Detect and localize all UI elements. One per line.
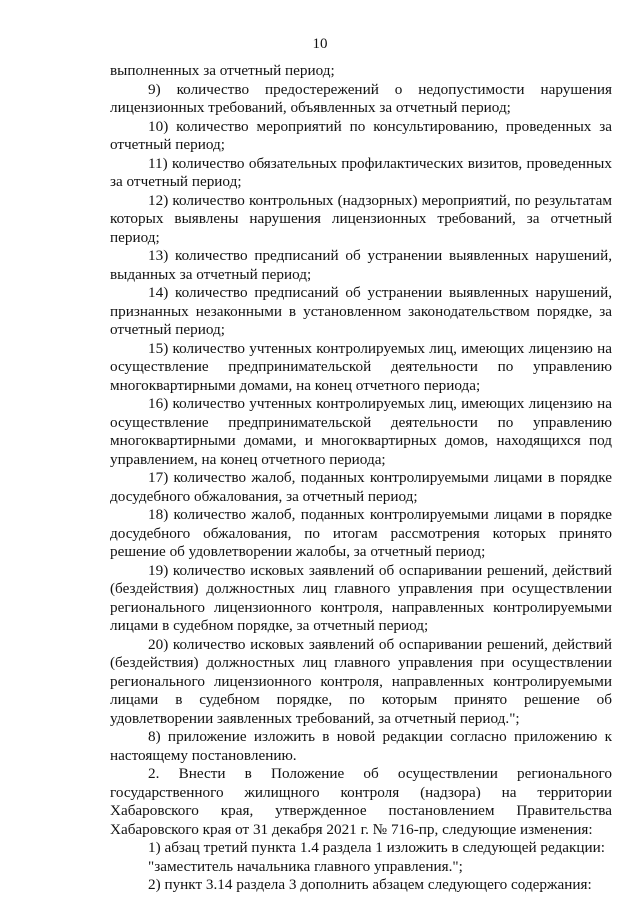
paragraph-change-1: 1) абзац третий пункта 1.4 раздела 1 изложить в следующей редакции: xyxy=(148,839,605,856)
paragraph-item-15: 15) количество учтенных контролируемых лиц, имеющих лицензию на осуществление предпринимательской деятельности по управлению многоквартирными домами, на конец отчетного периода; xyxy=(110,339,612,394)
paragraph-continuation: выполненных за отчетный период; xyxy=(110,62,335,79)
paragraph-item-14: 14) количество предписаний об устранении выявленных нарушений, признанных незаконными в установленном законодательством порядке, за отчетный период; xyxy=(110,284,612,338)
paragraph-item-11: 11) количество обязательных профилактических визитов, проведенных за отчетный период; xyxy=(110,154,612,190)
paragraph-item-17: 17) количество жалоб, поданных контролируемыми лицами в порядке досудебного обжалования, за отчетный период; xyxy=(110,469,612,505)
document-body xyxy=(110,62,612,895)
paragraph-item-10: 10) количество мероприятий по консультированию, проведенных за отчетный период; xyxy=(110,117,612,153)
paragraph-item-12: 12) количество контрольных (надзорных) мероприятий, по результатам которых выявлены нарушения лицензионных требований, за отчетный период; xyxy=(110,191,612,246)
paragraph-item-18: 18) количество жалоб, поданных контролируемыми лицами в порядке досудебного обжалования, по итогам рассмотрения которых принято решение об удовлетворении жалобы, за отчетный период; xyxy=(110,506,612,560)
paragraph-item-16: 16) количество учтенных контролируемых лиц, имеющих лицензию на осуществление предпринимательской деятельности по управлению многоквартирными домами, и многоквартирных домов, находящихся под управлением, на конец отчетного периода; xyxy=(110,395,612,468)
paragraph-amendment-8: 8) приложение изложить в новой редакции согласно приложению к настоящему постановлению. xyxy=(110,728,612,764)
paragraph-quoted-text: "заместитель начальника главного управления."; xyxy=(148,857,463,875)
paragraph-item-19: 19) количество исковых заявлений об оспаривании решений, действий (бездействия) должностных лиц главного управления при осуществлении регионального лицензионного контроля, направленных контролируемыми лицами в судебном порядке, за отчетный период; xyxy=(110,561,612,634)
paragraph-item-9: 9) количество предостережений о недопустимости нарушения лицензионных требований, объявленных за отчетный период; xyxy=(110,80,612,116)
page-number: 10 xyxy=(312,36,328,52)
paragraph-item-13: 13) количество предписаний об устранении выявленных нарушений, выданных за отчетный период; xyxy=(110,247,612,283)
paragraph-item-20: 20) количество исковых заявлений об оспаривании решений, действий (бездействия) должностных лиц главного управления при осуществлении регионального лицензионного контроля, направленных контролируемыми лицами в судебном порядке, по которым принято решение об удовлетворении заявленных требований, за отчетный период."; xyxy=(110,635,612,727)
paragraph-change-2: 2) пункт 3.14 раздела 3 дополнить абзацем следующего содержания: xyxy=(148,876,592,893)
paragraph-section-2: 2. Внести в Положение об осуществлении регионального государственного жилищного контроля (надзора) на территории Хабаровского края, утвержденное постановлением Правительства Хабаровского края от 31 декабря 2021 г. № 716-пр, следующие изменения: xyxy=(110,765,612,838)
